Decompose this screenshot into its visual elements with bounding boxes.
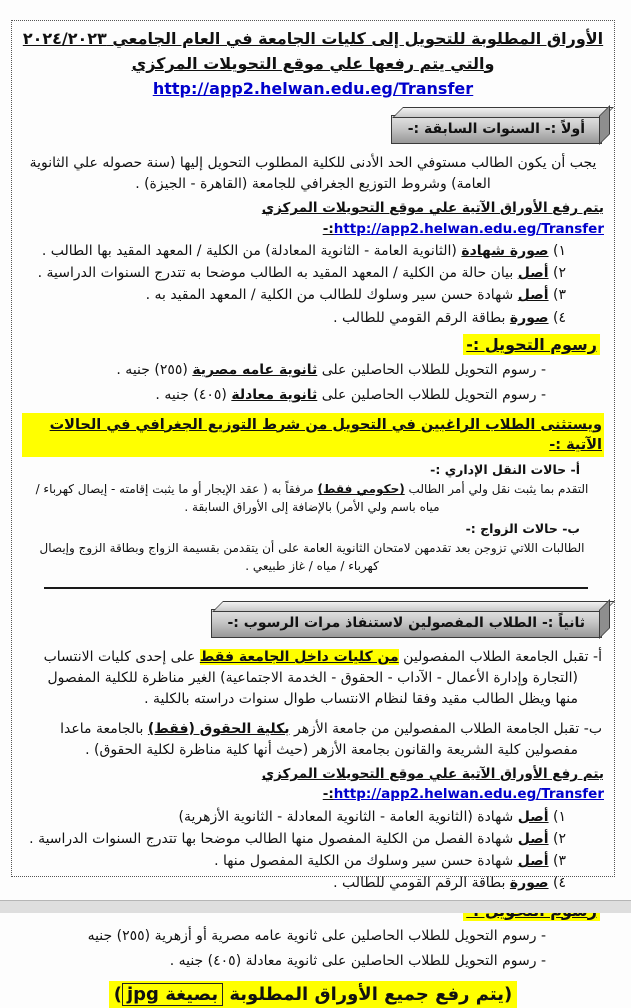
para-b-keyword: بكلية الحقوق (فقط) (147, 721, 290, 737)
fee-line-2 (22, 386, 546, 406)
item-number: ٢) (548, 830, 566, 847)
case-b-text: الطالبات اللاتي تزوجن بعد تقدمهن لامتحان الثانوية العامة على أن يتقدمن بقسيمة الزواج وبطاقة الزوج وإيصال كهرباء / مياه / غاز طبيعي . (39, 541, 585, 573)
title-text: الأوراق المطلوبة للتحويل إلى كليات الجامعة في العام الجامعي ٢٠٢٤/٢٠٢٣ والتي يتم رفعها علي موقع التحويلات المركزي (22, 29, 604, 73)
section-separator (44, 587, 588, 589)
fee-keyword: ثانوية معادلة (231, 387, 318, 404)
case-a-keyword: (حكومي فقط) (317, 482, 405, 497)
section1-heading-label: أولاً :- السنوات السابقة :- (407, 121, 585, 138)
fee-amount: (٤٠٥) جنيه . (155, 387, 232, 404)
item-number: ٣) (548, 853, 566, 870)
section1-upload-text: يتم رفع الأوراق الآتية علي موقع التحويلات المركزي (261, 200, 604, 217)
item-text: (الثانوية العامة - الثانوية المعادلة) من الكلية / المعهد المقيد بها الطالب . (41, 242, 462, 259)
fees-heading-label: رسوم التحويل :- (463, 334, 600, 355)
section2-heading-label: ثانياً :- الطلاب المفصولين لاستنفاذ مرات الرسوب :- (227, 615, 585, 631)
title-transfer-link[interactable]: http://app2.helwan.edu.eg/Transfer (152, 78, 474, 98)
section2-heading-row (22, 609, 602, 638)
doc-item-2 (22, 263, 566, 283)
para-a-marker: أ- (588, 649, 602, 665)
para-b-pre: تقبل الجامعة الطلاب المفصولين من جامعة الأزهر (289, 721, 580, 737)
item-number: ١) (548, 808, 566, 825)
item-text: بيان حالة من الكلية / المعهد المقيد به الطالب موضحا به تتدرج السنوات الدراسية . (37, 265, 518, 282)
item-keyword: صورة (509, 875, 549, 892)
case-a-text (30, 480, 594, 516)
page-title (22, 27, 604, 101)
page-bottom-edge (0, 900, 631, 913)
item-number: ٤) (548, 309, 566, 326)
section1-upload-line (22, 198, 604, 239)
doc-item-1 (22, 241, 566, 261)
section1-transfer-link[interactable]: http://app2.helwan.edu.eg/Transfer (333, 220, 604, 237)
item-keyword: أصل (517, 808, 549, 825)
item-text: بطاقة الرقم القومي للطالب . (333, 309, 510, 326)
geo-exception-text: ويستثنى الطلاب الراغبين في التحويل من شرط التوزيع الجغرافي في الحالات الآتية :- (22, 413, 604, 458)
geo-exception-note (22, 413, 604, 458)
section1-upload-tail: :- (322, 220, 334, 237)
item-number: ٢) (548, 265, 566, 282)
footer-note (22, 981, 604, 1008)
section1-heading-box (391, 115, 602, 144)
footer-highlight (109, 981, 518, 1008)
document-frame (11, 20, 615, 1006)
fee2-line-2: - رسوم التحويل للطلاب الحاصلين على ثانوية معادلة (٤٠٥) جنيه . (169, 952, 546, 969)
section1-heading-row (22, 115, 602, 144)
section2-transfer-link[interactable]: http://app2.helwan.edu.eg/Transfer (333, 786, 604, 803)
item-keyword: أصل (517, 853, 549, 870)
para-b-marker: ب- (579, 721, 602, 737)
item-number: ٤) (548, 875, 566, 892)
item-keyword: أصل (517, 265, 549, 282)
fee-keyword: ثانوية عامه مصرية (192, 362, 318, 379)
section2-paragraph-b (24, 719, 602, 761)
section1-fees-heading (22, 334, 600, 356)
doc2-item-2 (22, 829, 566, 849)
item-text: شهادة (الثانوية العامة - الثانوية المعادلة - الثانوية الأزهرية) (178, 808, 518, 825)
doc2-item-1 (22, 807, 566, 827)
doc-item-3 (22, 285, 566, 305)
item-text: شهادة الفصل من الكلية المفصول منها الطالب موضحا بها تتدرج السنوات الدراسية . (29, 830, 518, 847)
footer-post: ) (113, 984, 122, 1006)
doc2-item-4 (22, 873, 566, 893)
item-keyword: صورة (509, 309, 549, 326)
footer-pre: (يتم رفع جميع الأوراق المطلوبة (223, 984, 513, 1006)
fee-text: - رسوم التحويل للطلاب الحاصلين على (317, 387, 546, 404)
item-number: ١) (548, 242, 566, 259)
jpg-format-box: بصيغة jpg (122, 983, 223, 1006)
section2-upload-line (22, 764, 604, 805)
case-a-heading: أ- حالات النقل الإداري :- (430, 462, 580, 478)
fee-line-1 (22, 361, 546, 381)
item-keyword: أصل (517, 287, 549, 304)
section2-heading-box (211, 609, 603, 638)
item-keyword: أصل (517, 830, 549, 847)
section2-upload-text: يتم رفع الأوراق الآتية علي موقع التحويلات المركزي (261, 766, 604, 782)
item-keyword: صورة شهادة (461, 242, 549, 259)
case-a-post: مرفقاً به ( عقد الإيجار أو ما يثبت إقامته - إيصال كهرباء / مياه باسم ولي الأمر) بالإضافة إلى الأوراق السابقة . (35, 482, 440, 515)
fee-amount: (٢٥٥) جنيه . (116, 362, 193, 379)
item-text: بطاقة الرقم القومي للطالب . (333, 875, 510, 892)
item-text: شهادة حسن سير وسلوك للطالب من الكلية / المعهد المقيد به . (145, 287, 518, 304)
doc-item-4 (22, 308, 566, 328)
fee2-line-1: - رسوم التحويل للطلاب الحاصلين على ثانوية عامه مصرية أو أزهرية (٢٥٥) جنيه (87, 928, 546, 945)
para-a-highlight: من كليات داخل الجامعة فقط (199, 649, 399, 665)
item-number: ٣) (548, 287, 566, 304)
section2-upload-tail: :- (322, 786, 334, 803)
fee-text: - رسوم التحويل للطلاب الحاصلين على (317, 362, 546, 379)
doc2-item-3 (22, 851, 566, 871)
section2-paragraph-a (24, 647, 602, 710)
item-text: شهادة حسن سير وسلوك من الكلية المفصول منها . (214, 853, 518, 870)
case-b-heading: ب- حالات الزواج :- (465, 521, 580, 537)
para-a-pre: تقبل الجامعة الطلاب المفصولين (398, 649, 589, 665)
section1-intro: يجب أن يكون الطالب مستوفي الحد الأدنى للكلية المطلوب التحويل إليها (سنة حصوله علي الثانوية العامة) وشروط التوزيع الجغرافي للجامعة (القاهرة - الجيزة) . (29, 155, 597, 193)
para-a-post: على إحدى كليات الانتساب (التجارة وإدارة الأعمال - الآداب - الحقوق - الخدمة الاجتماعية) الغير مناظرة للكلية المفصول منها ويظل الطالب مقيد وفقا لنظام الانتساب طوال سنوات دراسته بالكلية . (43, 649, 578, 707)
para-b-post: بالجامعة ماعدا مفصولين كلية الشريعة والقانون بجامعة الأزهر (حيث أنها كلية مناظرة لكلية الحقوق) . (60, 721, 578, 758)
case-a-pre: التقدم بما يثبت نقل ولي أمر الطالب (404, 482, 589, 497)
